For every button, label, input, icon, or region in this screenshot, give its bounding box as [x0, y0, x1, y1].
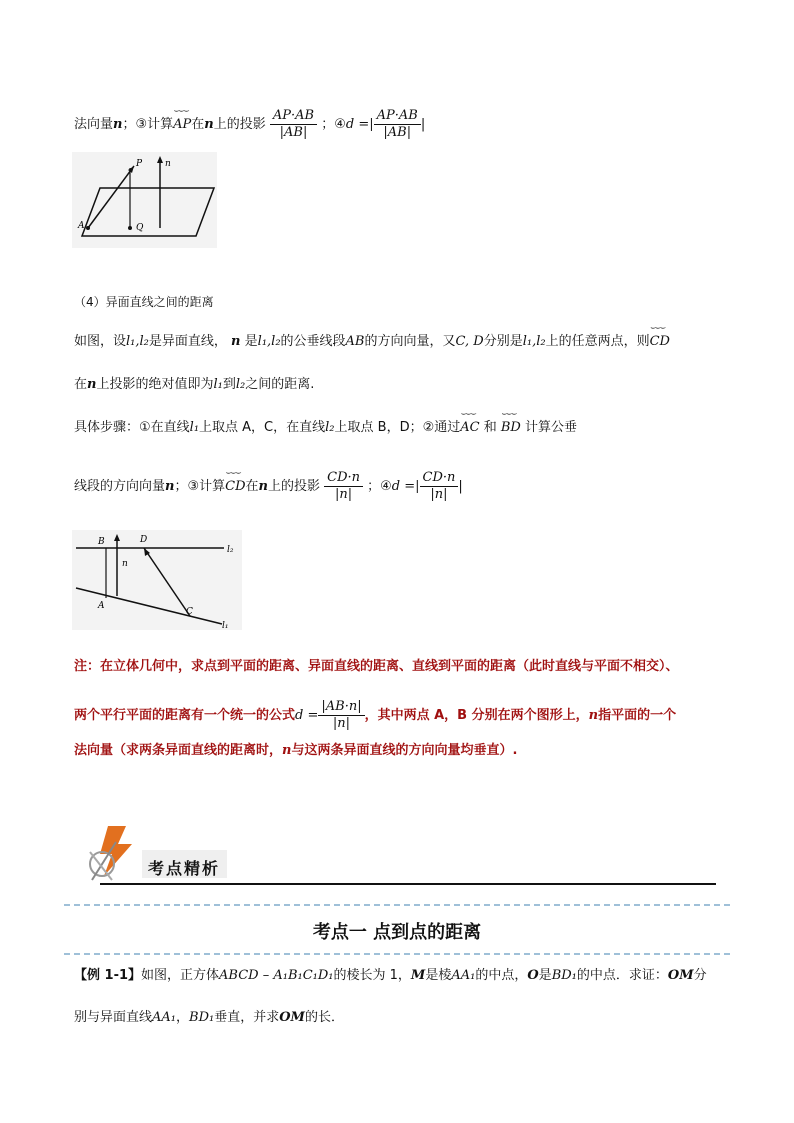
- figure-skew-lines: [72, 530, 242, 630]
- banner-underline: [100, 883, 716, 885]
- n-symbol: n: [113, 117, 123, 132]
- text: 在: [191, 117, 205, 132]
- vector-CD: ⌣⌣⌣ CD: [649, 323, 670, 349]
- label-l2: l₂: [227, 545, 234, 555]
- subsection-title: （4）异面直线之间的距离: [74, 295, 214, 309]
- example-1-1-line-2: 别与异面直线AA₁，BD₁垂直，并求OM的长．: [74, 1010, 344, 1025]
- vector-BD: ⌣⌣⌣ BD: [500, 409, 521, 435]
- note-line-2: 两个平行平面的距离有一个统一的公式d = $\frac{|AB\cdot n|}{|n|}$ ，其中两点 A，B 分别在两个图形上，n指平面的一个: [74, 699, 677, 731]
- label-n: n: [122, 559, 128, 569]
- label-C: C: [186, 607, 193, 617]
- figure-plane-point-projection: [72, 152, 217, 248]
- ruler-icon: [100, 826, 132, 876]
- vector-CD: ⌣⌣⌣ CD: [225, 468, 246, 494]
- paragraph-steps-continued: 线段的方向向量n；③计算 ⌣⌣⌣ CD在n上的投影 $\frac{CD\cdot n}{|n|}$ ；④d =| $\frac{CD\cdot n}{|n|}$ |: [74, 468, 463, 502]
- divider-top: [64, 904, 730, 906]
- distance-fraction: $\frac{AP\cdot AB}{|AB|}$: [374, 108, 421, 141]
- banner-title: 考点精析: [148, 859, 221, 878]
- text: 上的投影: [213, 117, 266, 132]
- abs-bar: |: [420, 117, 426, 132]
- paragraph-projection-distance: 在n上投影的绝对值即为l₁到l₂之间的距离.: [74, 377, 315, 392]
- label-n: n: [165, 159, 171, 169]
- text: ；④: [321, 117, 346, 132]
- paragraph-steps: 具体步骤：①在直线l₁上取点 A，C，在直线l₂上取点 B，D；②通过 ⌣⌣⌣ AC 和 ⌣⌣⌣ BD 计算公垂: [74, 409, 578, 435]
- vector-AP: ⌣⌣⌣ AP: [173, 106, 192, 132]
- label-l1: l₁: [222, 621, 229, 630]
- note-line-3: 法向量（求两条异面直线的距离时，n与这两条异面直线的方向向量均垂直）.: [74, 743, 518, 758]
- distance-formula: d =|: [345, 117, 374, 132]
- note-line-1: 注：在立体几何中，求点到平面的距离、异面直线的距离、直线到平面的距离（此时直线与平面不相交）、: [74, 659, 679, 674]
- label-Q: Q: [136, 223, 144, 233]
- divider-bottom: [64, 953, 730, 955]
- label-P: P: [136, 159, 143, 169]
- projection-fraction: $\frac{AP\cdot AB}{|AB|}$: [270, 108, 317, 141]
- label-B: B: [98, 537, 105, 547]
- paragraph-normal-vector-projection: [74, 108, 425, 141]
- vector-AC: ⌣⌣⌣ AC: [460, 409, 480, 435]
- unified-distance-fraction: $\frac{|AB\cdot n|}{|n|}$: [318, 699, 364, 732]
- text: ；③计算: [122, 117, 174, 132]
- label-A: A: [98, 601, 105, 611]
- projection-fraction: $\frac{CD\cdot n}{|n|}$: [324, 470, 363, 503]
- example-1-1-line-1: 【例 1-1】如图，正方体ABCD – A₁B₁C₁D₁的棱长为 1，M是棱AA₁的中点，O是BD₁的中点．求证：OM分: [74, 968, 707, 983]
- n-symbol: n: [204, 117, 214, 132]
- distance-fraction: $\frac{CD\cdot n}{|n|}$: [420, 470, 459, 503]
- section-title: 考点一 点到点的距离: [312, 922, 482, 943]
- label-A: A: [78, 221, 85, 231]
- label-D: D: [140, 535, 148, 545]
- paragraph-skew-lines: 如图，设l₁,l₂是异面直线， n 是l₁,l₂的公垂线段AB的方向向量，又C, D分别是l₁,l₂上的任意两点，则 ⌣⌣⌣ CD: [74, 323, 670, 349]
- text: 法向量: [74, 117, 114, 132]
